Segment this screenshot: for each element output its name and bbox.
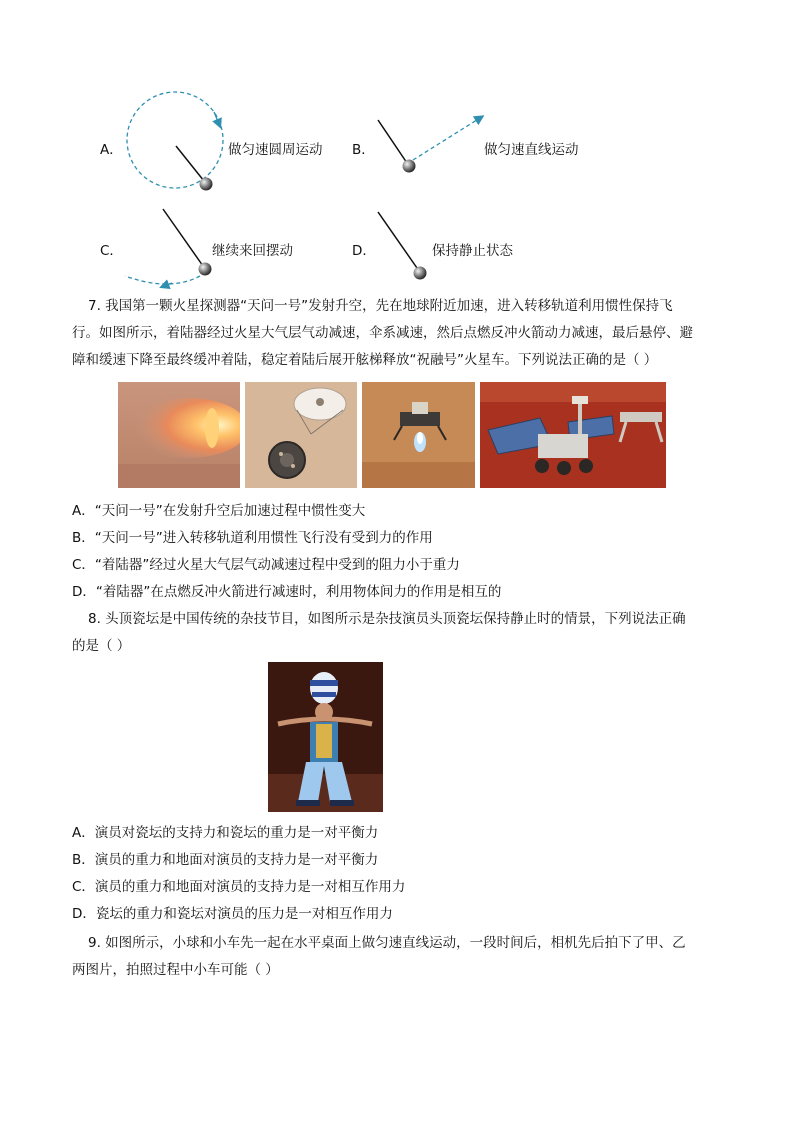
q8-stem-line-1: 8. 头顶瓷坛是中国传统的杂技节目，如图所示是杂技演员头顶瓷坛保持静止时的情景，下列说法正确 [88,611,686,627]
photo-parachute [245,382,357,488]
q9-stem-line-1: 9. 如图所示，小球和小车先一起在水平桌面上做匀速直线运动，一段时间后，相机先后拍下了甲、乙 [88,935,686,951]
q8-option-c: C．演员的重力和地面对演员的支持力是一对相互作用力 [72,879,406,895]
q7-option-b: B．“天问一号”进入转移轨道利用惯性飞行没有受到力的作用 [72,530,433,546]
q6-option-d-caption: 保持静止状态 [432,243,513,259]
photo-acrobat-jar [268,662,383,812]
q7-stem-line-2: 行。如图所示，着陆器经过火星大气层气动减速，伞系减速，然后点燃反冲火箭动力减速，最后悬停、避 [72,325,693,341]
diagram-d [378,212,427,280]
q6-option-b-caption: 做匀速直线运动 [484,142,579,158]
q7-option-a: A．“天问一号”在发射升空后加速过程中惯性变大 [72,503,366,519]
diagram-a [127,92,223,191]
q6-option-c-letter: C． [100,243,123,259]
photo-zhurong-rover [480,382,666,488]
q6-option-a-caption: 做匀速圆周运动 [228,142,323,158]
q6-option-c-caption: 继续来回摆动 [212,243,293,259]
q9-stem-line-2: 两图片，拍照过程中小车可能（ ） [72,962,279,978]
q6-option-b-letter: B． [352,142,375,158]
q8-stem-line-2: 的是（ ） [72,638,131,654]
q6-option-d-letter: D． [352,243,376,259]
q7-stem-line-1: 7. 我国第一颗火星探测器“天问一号”发射升空，先在地球附近加速，进入转移轨道利用惯性保持飞 [88,298,673,314]
q6-option-a-letter: A． [100,142,123,158]
q8-option-d: D．瓷坛的重力和瓷坛对演员的压力是一对相互作用力 [72,906,393,922]
diagram-b [378,118,480,173]
q7-option-c: C．“着陆器”经过火星大气层气动减速过程中受到的阻力小于重力 [72,557,460,573]
photo-lander-hover [362,382,475,488]
diagram-c [125,209,212,286]
q7-stem-line-3: 障和缓速下降至最终缓冲着陆，稳定着陆后展开舷梯释放“祝融号”火星车。下列说法正确的是（ ） [72,352,658,368]
q8-option-a: A．演员对瓷坛的支持力和瓷坛的重力是一对平衡力 [72,825,379,841]
photo-atmospheric-entry [118,382,240,488]
q8-option-b: B．演员的重力和地面对演员的支持力是一对平衡力 [72,852,379,868]
q7-option-d: D．“着陆器”在点燃反冲火箭进行减速时，利用物体间力的作用是相互的 [72,584,502,600]
